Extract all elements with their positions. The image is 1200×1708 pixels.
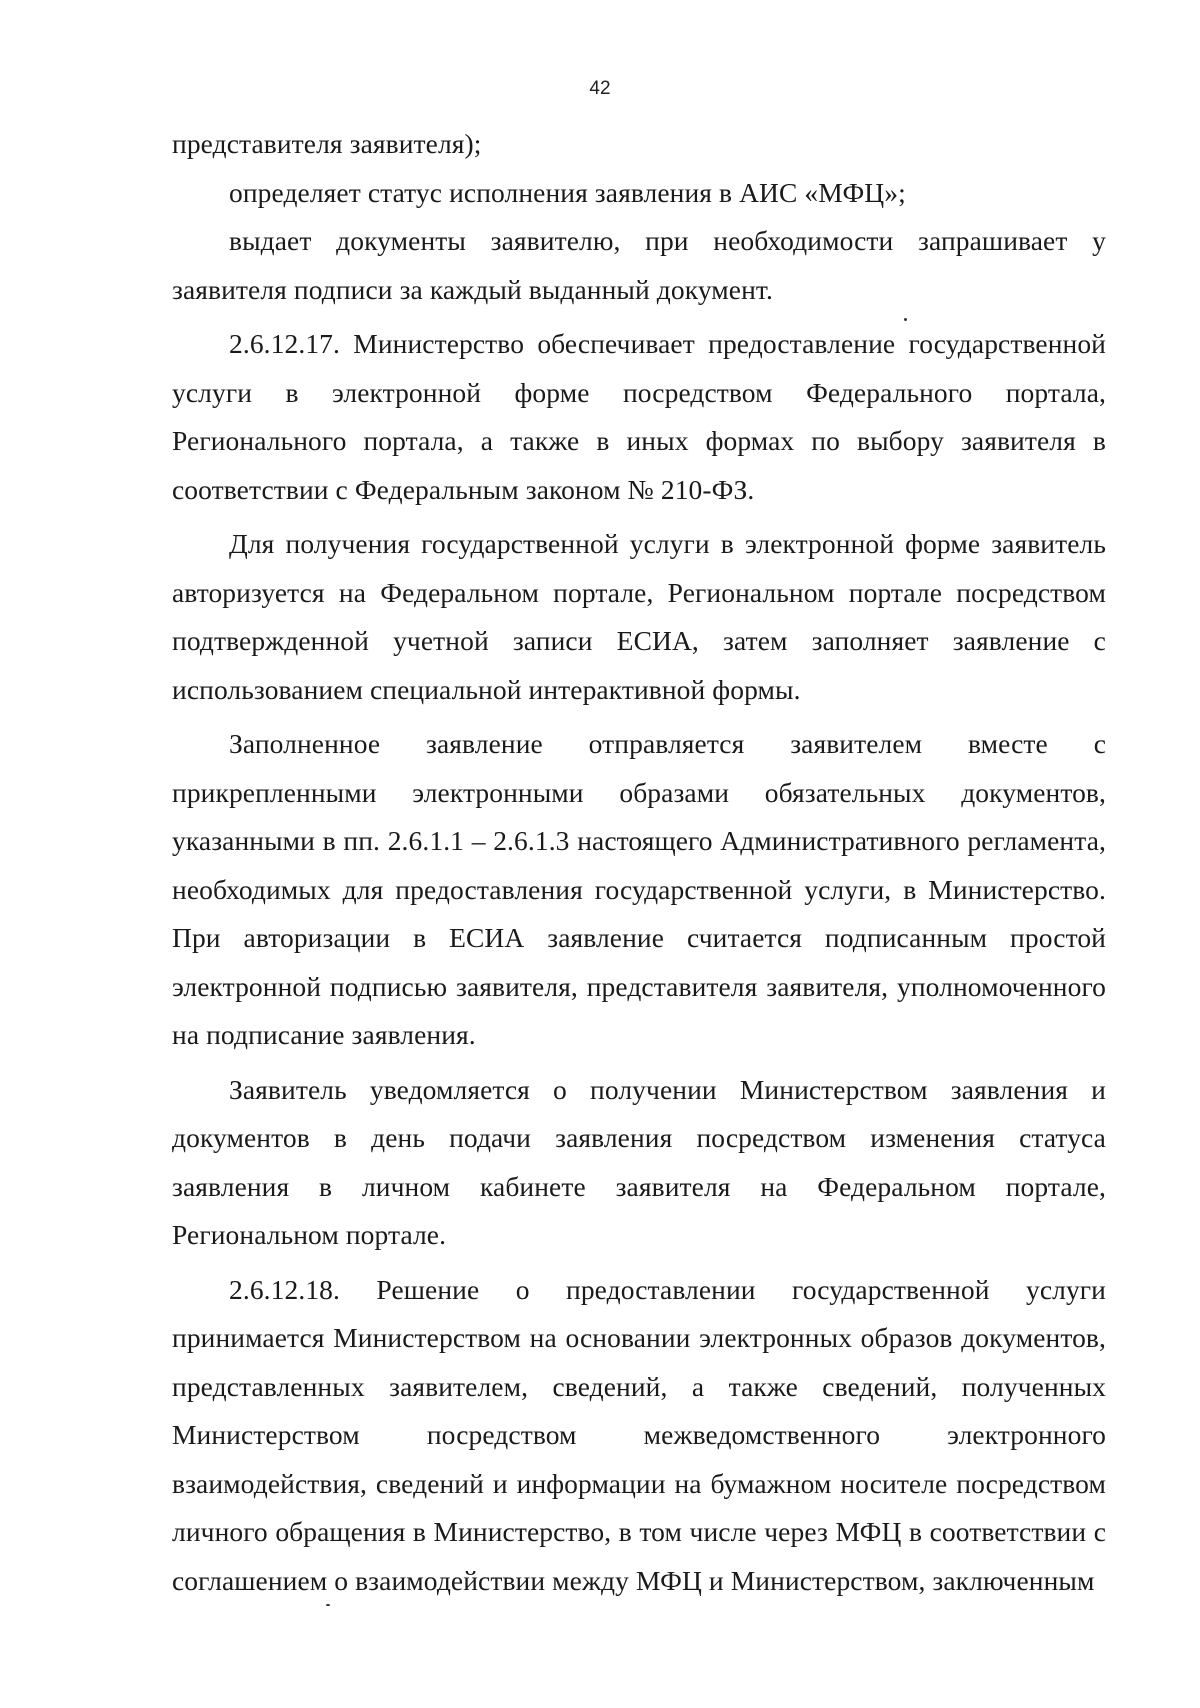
scan-speck bbox=[326, 1604, 330, 1606]
paragraph-3: выдает документы заявителю, при необходимости запрашивает у заявителя подписи за каждый выданный документ. bbox=[172, 225, 1106, 305]
paragraph-7: Заявитель уведомляется о получении Министерством заявления и документов в день подачи заявления посредством изменения статуса заявления в личном кабинете заявителя на Федеральном портале, Региональном портале. bbox=[172, 1073, 1106, 1250]
paragraph-8: 2.6.12.18. Решение о предоставлении государственной услуги принимается Министерством на основании электронных образов документов, представленных заявителем, сведений, а также сведений, полученных Министерством посредством межведомственного электронного взаимодействия, сведений и информации на бумажном носителе посредством личного обращения в Министерство, в том числе через МФЦ в соответствии с соглашением о взаимодействии между МФЦ и Министерством, заключенным bbox=[172, 1273, 1106, 1596]
paragraph-1: представителя заявителя); bbox=[172, 128, 482, 159]
paragraph-5: Для получения государственной услуги в электронной форме заявитель авторизуется на Федеральном портале, Региональном портале посредством подтвержденной учетной записи ЕСИА, затем заполняет заявление с использованием специальной интерактивной формы. bbox=[172, 528, 1106, 705]
document-body bbox=[172, 120, 1106, 1605]
paragraph-4: 2.6.12.17. Министерство обеспечивает предоставление государственной услуги в электронной форме посредством Федерального портала, Регионального портала, а также в иных формах по выбору заявителя в соответствии с Федеральным законом № 210-ФЗ. bbox=[172, 328, 1106, 505]
scan-speck bbox=[904, 318, 907, 321]
paragraph-2: определяет статус исполнения заявления в АИС «МФЦ»; bbox=[229, 176, 906, 208]
page-number: 42 bbox=[589, 78, 611, 99]
paragraph-6: Заполненное заявление отправляется заявителем вместе с прикрепленными электронными образами обязательных документов, указанными в пп. 2.6.1.1 – 2.6.1.3 настоящего Административного регламента, необходимых для предоставления государственной услуги, в Министерство. При авторизации в ЕСИА заявление считается подписанным простой электронной подписью заявителя, представителя заявителя, уполномоченного на подписание заявления. bbox=[172, 728, 1106, 1050]
